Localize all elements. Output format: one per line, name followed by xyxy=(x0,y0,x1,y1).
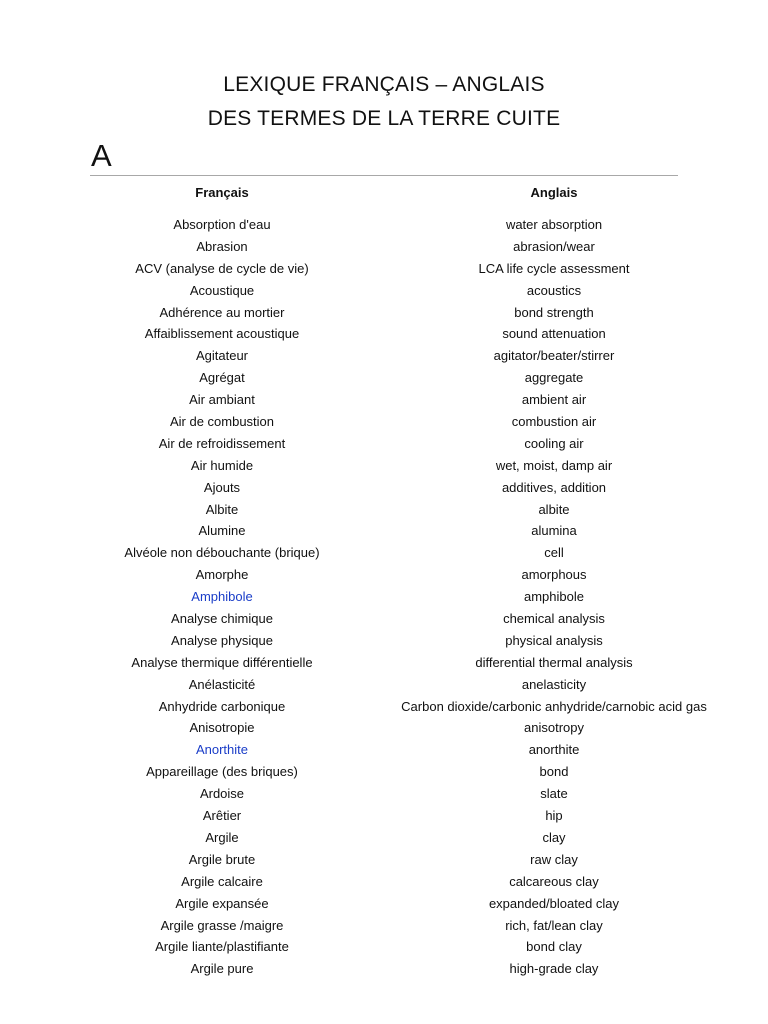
english-term: hip xyxy=(545,808,563,824)
french-term: Analyse chimique xyxy=(171,611,273,627)
glossary-row xyxy=(0,564,768,586)
english-term: additives, addition xyxy=(501,479,607,495)
glossary-row xyxy=(0,455,768,477)
english-term: physical analysis xyxy=(505,632,603,648)
french-term: Air de combustion xyxy=(169,414,275,430)
english-term: wet, moist, damp air xyxy=(495,457,613,473)
english-term: albite xyxy=(538,501,570,517)
french-term: Air ambiant xyxy=(189,392,255,408)
column-header-french: Français xyxy=(195,185,249,200)
french-term: Ardoise xyxy=(199,786,245,802)
glossary-row xyxy=(0,805,768,827)
glossary-row xyxy=(0,345,768,367)
french-term: Analyse physique xyxy=(171,632,273,648)
glossary-row xyxy=(0,477,768,499)
french-term: Argile pure xyxy=(190,961,254,977)
french-term: Agrégat xyxy=(199,370,245,386)
french-term: Affaiblissement acoustique xyxy=(144,326,300,342)
french-term: Alvéole non débouchante (brique) xyxy=(124,545,320,561)
glossary-row xyxy=(0,520,768,542)
english-term: slate xyxy=(540,786,568,802)
english-term: anelasticity xyxy=(521,676,587,692)
french-term: Appareillage (des briques) xyxy=(146,764,298,780)
french-term-link[interactable]: Anorthite xyxy=(195,742,249,758)
glossary-row xyxy=(0,674,768,696)
glossary-row xyxy=(0,258,768,280)
title-line-1: LEXIQUE FRANÇAIS – ANGLAIS xyxy=(223,73,545,96)
glossary-row xyxy=(0,411,768,433)
glossary-row xyxy=(0,608,768,630)
french-term: Acoustique xyxy=(189,282,255,298)
english-term: abrasion/wear xyxy=(513,238,595,254)
english-term: chemical analysis xyxy=(503,611,605,627)
glossary-row xyxy=(0,696,768,718)
glossary-row xyxy=(0,783,768,805)
french-term: Amorphe xyxy=(195,567,249,583)
glossary-row xyxy=(0,761,768,783)
english-term: raw clay xyxy=(530,851,578,867)
glossary-row xyxy=(0,542,768,564)
french-term: Argile grasse /maigre xyxy=(160,917,284,933)
english-term: high-grade clay xyxy=(509,961,599,977)
french-term: Air humide xyxy=(190,457,254,473)
glossary-row xyxy=(0,367,768,389)
french-term: Air de refroidissement xyxy=(158,435,286,451)
english-term: anorthite xyxy=(528,742,580,758)
title-line-2: DES TERMES DE LA TERRE CUITE xyxy=(207,107,561,130)
glossary-row xyxy=(0,652,768,674)
glossary-row xyxy=(0,236,768,258)
english-term: cooling air xyxy=(524,435,584,451)
glossary-row xyxy=(0,915,768,937)
french-term: Argile xyxy=(205,829,239,845)
glossary-row xyxy=(0,323,768,345)
english-term: aggregate xyxy=(524,370,584,386)
english-term: ambient air xyxy=(521,392,587,408)
glossary-row xyxy=(0,893,768,915)
english-term: differential thermal analysis xyxy=(475,654,633,670)
english-term: anisotropy xyxy=(524,720,584,736)
glossary-row xyxy=(0,936,768,958)
section-divider xyxy=(90,175,678,176)
english-term: combustion air xyxy=(511,414,597,430)
glossary-row xyxy=(0,280,768,302)
french-term: Argile liante/plastifiante xyxy=(155,939,289,955)
english-term: sound attenuation xyxy=(502,326,606,342)
french-term: Absorption d'eau xyxy=(173,217,271,232)
english-term: acoustics xyxy=(526,282,582,298)
english-term: LCA life cycle assessment xyxy=(478,260,630,276)
english-term: water absorption xyxy=(505,217,603,232)
english-term: bond clay xyxy=(526,939,582,955)
english-term: bond strength xyxy=(514,304,594,320)
french-term: Argile brute xyxy=(188,851,256,867)
french-term-link[interactable]: Amphibole xyxy=(191,589,253,605)
french-term: ACV (analyse de cycle de vie) xyxy=(135,260,309,276)
english-term: clay xyxy=(542,829,566,845)
english-term: Carbon dioxide/carbonic anhydride/carnobic acid gas xyxy=(401,698,707,714)
glossary-row xyxy=(0,586,768,608)
section-letter: A xyxy=(91,138,112,173)
glossary-row xyxy=(0,499,768,521)
glossary-row xyxy=(0,302,768,324)
french-term: Agitateur xyxy=(195,348,249,364)
glossary-row xyxy=(0,739,768,761)
english-term: alumina xyxy=(531,523,577,539)
english-term: expanded/bloated clay xyxy=(488,895,620,911)
glossary-row xyxy=(0,871,768,893)
glossary-row xyxy=(0,433,768,455)
english-term: bond xyxy=(539,764,569,780)
english-term: amorphous xyxy=(521,567,587,583)
french-term: Argile calcaire xyxy=(181,873,263,889)
french-term: Adhérence au mortier xyxy=(159,304,285,320)
glossary-row xyxy=(0,389,768,411)
french-term: Anhydride carbonique xyxy=(158,698,286,714)
french-term: Ajouts xyxy=(203,479,241,495)
french-term: Anisotropie xyxy=(189,720,255,736)
english-term: rich, fat/lean clay xyxy=(505,917,603,933)
french-term: Anélasticité xyxy=(188,676,256,692)
english-term: agitator/beater/stirrer xyxy=(493,348,615,364)
glossary-row xyxy=(0,827,768,849)
french-term: Alumine xyxy=(198,523,246,539)
glossary-row xyxy=(0,849,768,871)
english-term: calcareous clay xyxy=(509,873,599,889)
english-term: cell xyxy=(544,545,564,561)
glossary-row xyxy=(0,214,768,236)
french-term: Arêtier xyxy=(202,808,242,824)
column-header-english: Anglais xyxy=(530,185,578,200)
glossary-row xyxy=(0,630,768,652)
english-term: amphibole xyxy=(524,589,584,605)
french-term: Argile expansée xyxy=(175,895,269,911)
french-term: Albite xyxy=(205,501,239,517)
glossary-list xyxy=(0,214,768,980)
french-term: Abrasion xyxy=(196,238,248,254)
glossary-row xyxy=(0,717,768,739)
french-term: Analyse thermique différentielle xyxy=(131,654,313,670)
document-title xyxy=(0,68,768,136)
glossary-row xyxy=(0,958,768,980)
